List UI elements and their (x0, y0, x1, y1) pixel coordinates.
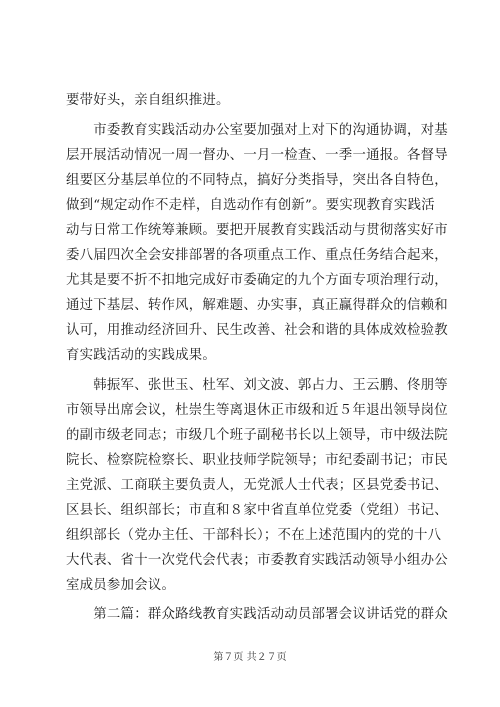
paragraph-line: 认可，用推动经济回升、民生改善、社会和谐的具体成效检验教 (66, 323, 448, 338)
paragraph-line: 尤其是要不折不扣地完成好市委确定的九个方面专项治理行动， (66, 273, 448, 288)
paragraph-line: 室成员参加会议。 (66, 578, 176, 593)
paragraph-line: 通过下基层、转作风，解难题、办实事，真正赢得群众的信赖和 (66, 298, 448, 313)
paragraph-line: 组要区分基层单位的不同特点，搞好分类指导，突出各自特色， (66, 173, 448, 188)
paragraph-line: 的副市级老同志；市级几个班子副秘书长以上领导，市中级法院 (66, 428, 448, 443)
paragraph-line: 要带好头，亲自组织推进。 (66, 93, 230, 108)
paragraph-line: 第二篇：群众路线教育实践活动动员部署会议讲话党的群众 (66, 607, 448, 622)
paragraph-line: 主党派、工商联主要负责人，无党派人士代表；区县党委书记、 (66, 478, 448, 493)
paragraph-line: 做到“规定动作不走样，自选动作有创新”。要实现教育实践活 (66, 198, 435, 213)
paragraph-line: 组织部长（党办主任、干部科长）；不在上述范围内的党的十八 (66, 528, 442, 543)
paragraph-line: 委八届四次全会安排部署的各项重点工作、重点任务结合起来， (66, 248, 448, 263)
paragraph-line: 市领导出席会议，杜崇生等离退休正市级和近５年退出领导岗位 (66, 403, 448, 418)
paragraph-line: 院长、检察院检察长、职业技师学院领导；市纪委副书记；市民 (66, 453, 448, 468)
paragraph-line: 育实践活动的实践成果。 (66, 348, 217, 363)
paragraph-line: 层开展活动情况一周一督办、一月一检查、一季一通报。各督导 (66, 148, 448, 163)
paragraph-line: 动与日常工作统筹兼顾。要把开展教育实践活动与贯彻落实好市 (66, 223, 448, 238)
page-number-footer: 第７页 共２７页 (213, 652, 287, 663)
paragraph-line: 大代表、省十一次党代会代表；市委教育实践活动领导小组办公 (66, 553, 448, 568)
paragraph-line: 市委教育实践活动办公室要加强对上对下的沟通协调，对基 (66, 123, 448, 138)
paragraph-line: 区县长、组织部长；市直和８家中省直单位党委（党组）书记、 (66, 503, 448, 518)
paragraph-line: 韩振军、张世玉、杜军、刘文波、郭占力、王云鹏、佟朋等 (66, 378, 448, 393)
